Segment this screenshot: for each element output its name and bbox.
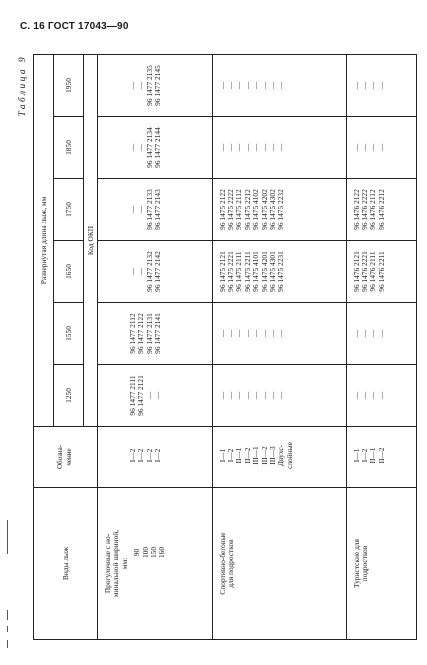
table-row bbox=[98, 55, 213, 640]
code-cell: — — — — bbox=[346, 365, 416, 427]
code-cell: 96 1475 2122 96 1475 2222 96 1475 2112 96 1475 2212 96 1475 4102 96 1475 4202 96 1475 4302 96 1475 2232 bbox=[212, 179, 346, 241]
code-cell: 96 1476 2122 96 1476 2222 96 1476 2112 96 1476 2212 bbox=[346, 179, 416, 241]
code-cell: — — — — — — — — bbox=[212, 55, 346, 117]
length-header: 1250 bbox=[54, 365, 84, 427]
code-cell: — — 96 1477 2132 96 1477 2142 bbox=[98, 241, 213, 303]
designation-cell: I—1 I—2 II—1 II—2 III—1 III—2 III—3 Двухс- слойные bbox=[212, 427, 346, 488]
length-group-header: Развернутая длина лыж, мм bbox=[34, 55, 54, 427]
length-header: 1650 bbox=[54, 241, 84, 303]
margin-mark bbox=[7, 610, 8, 620]
table-caption: Таблица 9 bbox=[18, 55, 28, 117]
length-header: 1850 bbox=[54, 117, 84, 179]
length-header: 1950 bbox=[54, 55, 84, 117]
code-cell: 96 1477 2111 96 1477 2121 — — bbox=[98, 365, 213, 427]
code-cell: — — — — — — — — bbox=[212, 365, 346, 427]
ski-codes-table bbox=[33, 54, 417, 640]
margin-mark bbox=[7, 626, 8, 632]
kind-cell: Спортивно-беговые для подростков bbox=[212, 488, 346, 640]
col-kind-header: Виды лыж bbox=[34, 488, 98, 640]
margin-mark bbox=[7, 640, 8, 648]
code-cell: — — 96 1477 2133 96 1477 2143 bbox=[98, 179, 213, 241]
code-cell: 96 1476 2121 96 1476 2221 96 1476 2111 96 1476 2211 bbox=[346, 241, 416, 303]
col-designation-header: Обозна- чение bbox=[34, 427, 98, 488]
kind-cell: Туристские для подростков bbox=[346, 488, 416, 640]
length-header: 1750 bbox=[54, 179, 84, 241]
kind-cell: Прогулочные с но- минальной шириной, мм: 90 100 150 160 bbox=[98, 488, 213, 640]
table-row bbox=[212, 55, 346, 640]
length-header: 1550 bbox=[54, 303, 84, 365]
code-cell: 96 1475 2121 96 1475 2221 96 1475 2111 96 1475 2211 96 1475 4101 96 1475 4201 96 1475 4301 96 1475 2231 bbox=[212, 241, 346, 303]
okp-header: Код ОКП bbox=[84, 55, 98, 427]
rotated-table-region bbox=[15, 55, 417, 640]
margin-mark bbox=[7, 520, 8, 554]
designation-cell: I—1 I—2 II—1 II—2 bbox=[346, 427, 416, 488]
code-cell: — — — — bbox=[346, 55, 416, 117]
designation-cell: I—2 I—2 I—2 I—2 bbox=[98, 427, 213, 488]
code-cell: — — — — — — — — bbox=[212, 117, 346, 179]
code-cell: — — — — bbox=[346, 117, 416, 179]
code-cell: 96 1477 2112 96 1477 2122 96 1477 2131 96 1477 2141 bbox=[98, 303, 213, 365]
page-header: С. 16 ГОСТ 17043—90 bbox=[20, 21, 129, 32]
code-cell: — — — — bbox=[346, 303, 416, 365]
table-row bbox=[346, 55, 416, 640]
code-cell: — — — — — — — — bbox=[212, 303, 346, 365]
code-cell: — — 96 1477 2134 96 1477 2144 bbox=[98, 117, 213, 179]
code-cell: — — 96 1477 2135 96 1477 2145 bbox=[98, 55, 213, 117]
